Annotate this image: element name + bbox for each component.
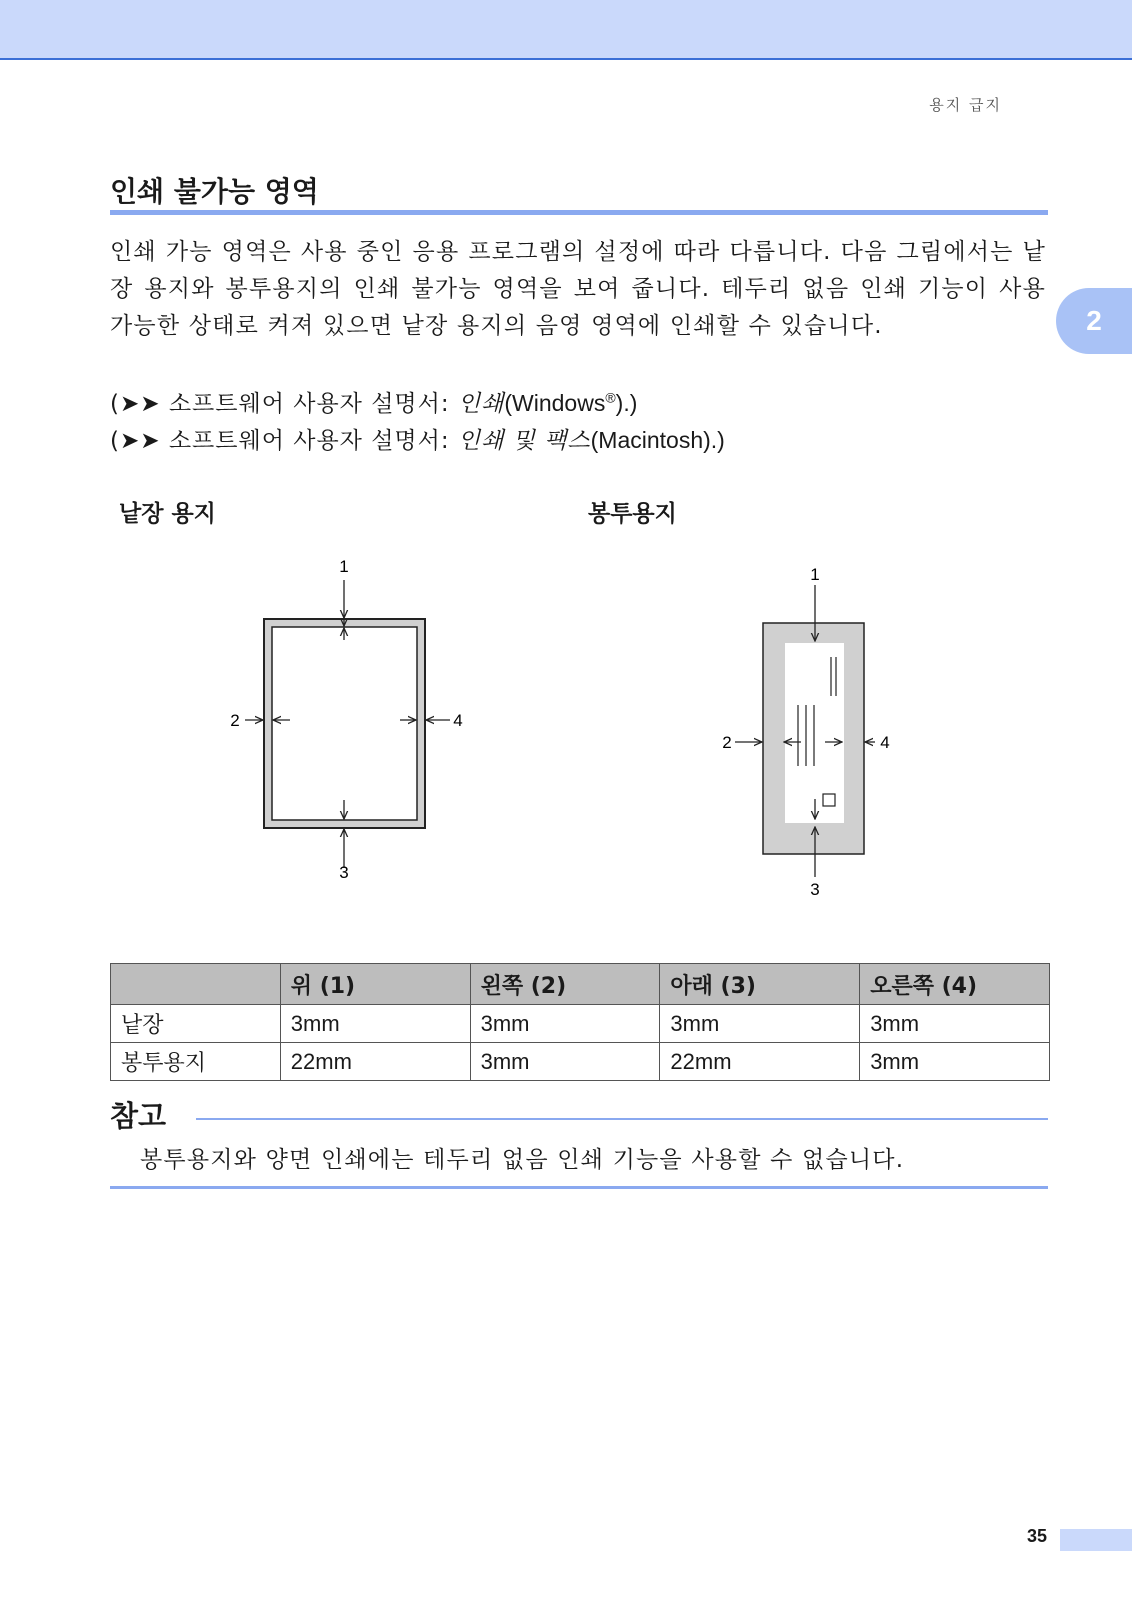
- reference-italic: 인쇄 및 팩스: [457, 428, 591, 454]
- label-1: 1: [339, 560, 349, 576]
- reference-prefix: (➤➤ 소프트웨어 사용자 설명서:: [110, 428, 458, 454]
- page-number: 35: [1027, 1526, 1048, 1546]
- envelope-caption: 봉투용지: [588, 501, 677, 527]
- section-body: 인쇄 가능 영역은 사용 중인 응용 프로그램의 설정에 따라 다릅니다. 다음 그림에서는 낱장 용지와 봉투용지의 인쇄 불가능 영역을 보여 줍니다. 테두리 없음 인쇄 기능이 사용 가능한 상태로 켜져 있으면 낱장 용지의 음영 영역에 인쇄할 수 있습니다.: [110, 239, 1046, 339]
- reference-latin: (Macintosh).): [590, 427, 725, 453]
- reference-italic: 인쇄: [457, 391, 505, 417]
- table-cell: 봉투용지: [111, 1043, 281, 1081]
- note-rule-bottom: [110, 1186, 1048, 1189]
- table-header-cell: 왼쪽 (2): [470, 964, 660, 1005]
- label-4: 4: [880, 733, 890, 752]
- label-2: 2: [722, 733, 732, 752]
- table-cell: 3mm: [470, 1043, 660, 1081]
- table-row: [111, 1043, 1050, 1081]
- table-cell: 22mm: [280, 1043, 470, 1081]
- table-cell: 3mm: [860, 1043, 1050, 1081]
- reference-macintosh[interactable]: [110, 422, 725, 455]
- table-cell: 3mm: [470, 1005, 660, 1043]
- table-cell: 3mm: [280, 1005, 470, 1043]
- table-header-cell: 아래 (3): [660, 964, 860, 1005]
- sheet-caption: 낱장 용지: [119, 501, 216, 527]
- note-title: 참고: [110, 1099, 167, 1133]
- note-rule-top: [196, 1118, 1048, 1120]
- reference-suffix: ).): [615, 390, 638, 416]
- reference-windows[interactable]: [110, 385, 637, 418]
- table-header-row: [111, 964, 1050, 1005]
- registered-mark: ®: [605, 389, 616, 406]
- table-cell: 3mm: [660, 1005, 860, 1043]
- reference-prefix: (➤➤ 소프트웨어 사용자 설명서:: [110, 391, 458, 417]
- note-text: 봉투용지와 양면 인쇄에는 테두리 없음 인쇄 기능을 사용할 수 없습니다.: [140, 1147, 905, 1173]
- margin-table: [110, 963, 1050, 1081]
- section-rule: [110, 210, 1048, 215]
- label-3: 3: [339, 863, 349, 880]
- label-4: 4: [453, 711, 463, 730]
- sheet-diagram: [215, 560, 475, 880]
- table-cell: 낱장: [111, 1005, 281, 1043]
- table-header-cell: 위 (1): [280, 964, 470, 1005]
- label-2: 2: [230, 711, 240, 730]
- footer-bar: [1060, 1529, 1132, 1551]
- sheet-printable-area: [272, 627, 417, 820]
- header-band: [0, 0, 1132, 60]
- table-cell: 22mm: [660, 1043, 860, 1081]
- label-1: 1: [810, 565, 820, 584]
- chapter-tab[interactable]: 2: [1056, 288, 1132, 354]
- table-header-cell: 오른쪽 (4): [860, 964, 1050, 1005]
- table-cell: 3mm: [860, 1005, 1050, 1043]
- table-row: [111, 1005, 1050, 1043]
- envelope-diagram: [715, 565, 915, 905]
- section-title: 인쇄 불가능 영역: [110, 175, 319, 208]
- table-header-cell: [111, 964, 281, 1005]
- stamp-icon: [823, 794, 835, 806]
- reference-latin: (Windows: [504, 390, 606, 416]
- running-title: 용지 급지: [929, 96, 1002, 114]
- label-3: 3: [810, 880, 820, 899]
